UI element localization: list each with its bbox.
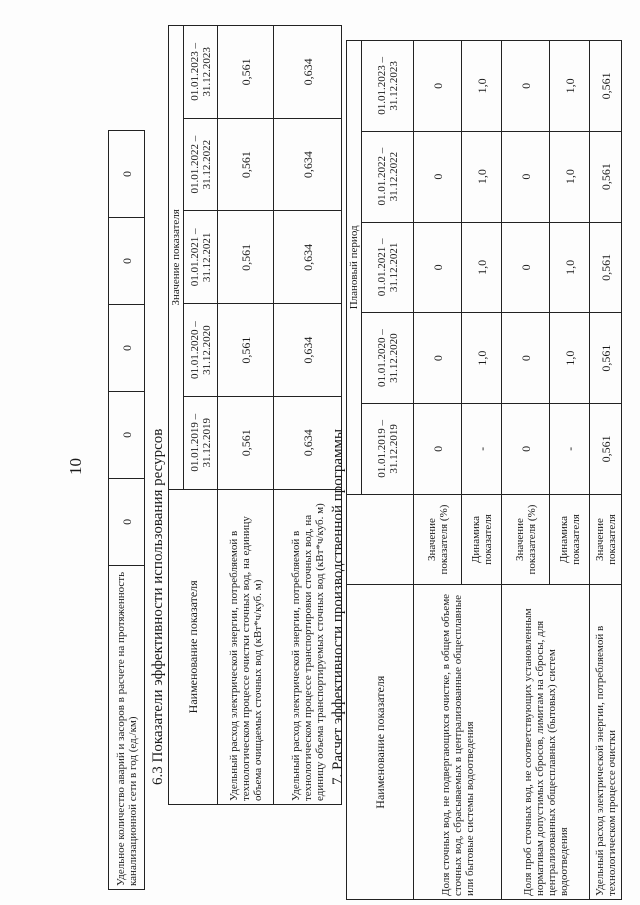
cell-value: 0,561 (590, 41, 622, 132)
row-sub-label: Значение показателя (%) (414, 494, 462, 585)
cell-value: 0,634 (274, 211, 342, 304)
row-name: Удельный расход электрической энергии, потребляемой в технологическом процессе транспортировки сточных вод, на единицу объема транспортируемых сточных вод (кВт*ч/куб. м) (274, 489, 342, 804)
cell-value: 1,0 (550, 131, 590, 222)
top-row-label: Удельное количество аварий и засоров в расчете на протяженность канализационной сети в год (ед./км) (109, 565, 145, 889)
row-sub-label: Динамика показателя (462, 494, 502, 585)
table-row (414, 41, 462, 900)
row-name: Доля проб сточных вод, не соответствующих установленным нормативам допустимых сбросов, лимитам на сбросы, для централизованных общесплавных (бытовых) систем водоотведения (502, 585, 590, 900)
cell-value: 0,561 (218, 396, 274, 489)
section-6-3-title: 6.3 Показатели эффективности использования ресурсов (150, 428, 166, 785)
table-row (218, 26, 274, 805)
period-header: 01.01.2021 – 31.12.2021 (184, 211, 218, 304)
cell-value: 0 (414, 41, 462, 132)
cell-value: 0 (414, 313, 462, 404)
col-header-name: Наименование показателя (347, 585, 414, 900)
table-row (502, 41, 550, 900)
cell-value: 0,634 (274, 118, 342, 211)
table-row (590, 41, 622, 900)
period-header: 01.01.2023 – 31.12.2023 (184, 26, 218, 119)
top-value-1: 0 (109, 478, 145, 565)
row-sub-label: Значение показателя (590, 494, 622, 585)
cell-value: 0 (502, 313, 550, 404)
cell-value: 0,561 (218, 26, 274, 119)
cell-value: - (550, 403, 590, 494)
cell-value: 0,634 (274, 26, 342, 119)
cell-value: 1,0 (462, 313, 502, 404)
col-header-group: Значение показателя (169, 26, 184, 490)
period-header: 01.01.2019 – 31.12.2019 (362, 403, 414, 494)
col-header-group: Плановый период (347, 41, 362, 495)
cell-value: 0,561 (590, 403, 622, 494)
cell-value: 0,561 (590, 222, 622, 313)
program-efficiency-table (346, 40, 622, 900)
cell-value: 0 (414, 131, 462, 222)
cell-value: 0,561 (590, 131, 622, 222)
cell-value: 1,0 (550, 222, 590, 313)
top-value-2: 0 (109, 391, 145, 478)
row-sub-label: Динамика показателя (550, 494, 590, 585)
section-7-title: 7. Расчет эффективности производственной программы (330, 428, 346, 785)
cell-value: 1,0 (462, 131, 502, 222)
cell-value: 0,561 (218, 304, 274, 397)
period-header: 01.01.2020 – 31.12.2020 (362, 313, 414, 404)
cell-value: 0,561 (590, 313, 622, 404)
table-row (169, 26, 184, 805)
row-name: Доля сточных вод, не подвергающихся очистке, в общем объеме сточных вод, сбрасываемых в централизованные общесплавные или бытовые системы водоотведения (414, 585, 502, 900)
table-row (347, 41, 362, 900)
col-header-empty (347, 494, 414, 585)
period-header: 01.01.2023 – 31.12.2023 (362, 41, 414, 132)
cell-value: 0,634 (274, 396, 342, 489)
row-sub-label: Значение показателя (%) (502, 494, 550, 585)
period-header: 01.01.2019 – 31.12.2019 (184, 396, 218, 489)
col-header-name: Наименование показателя (169, 489, 218, 804)
row-name: Удельный расход электрической энергии, потребляемой в технологическом процессе очистки (590, 585, 622, 900)
cell-value: 1,0 (550, 41, 590, 132)
cell-value: 0 (414, 222, 462, 313)
page-number: 10 (66, 458, 85, 475)
period-header: 01.01.2022 – 31.12.2022 (184, 118, 218, 211)
cell-value: 0,561 (218, 118, 274, 211)
top-value-5: 0 (109, 131, 145, 218)
top-value-4: 0 (109, 218, 145, 305)
cell-value: 0 (502, 131, 550, 222)
resource-efficiency-table (168, 25, 342, 805)
cell-value: 1,0 (550, 313, 590, 404)
cell-value: 0 (502, 41, 550, 132)
cell-value: 0 (414, 403, 462, 494)
period-header: 01.01.2020 – 31.12.2020 (184, 304, 218, 397)
cell-value: 1,0 (462, 41, 502, 132)
table-row (109, 131, 145, 890)
cell-value: 1,0 (462, 222, 502, 313)
cell-value: 0 (502, 403, 550, 494)
period-header: 01.01.2022 – 31.12.2022 (362, 131, 414, 222)
top-table (108, 130, 145, 890)
row-name: Удельный расход электрической энергии, потребляемой в технологическом процессе очистки сточных вод, на единицу объема очищаемых сточных вод (кВт*ч/куб. м) (218, 489, 274, 804)
cell-value: - (462, 403, 502, 494)
cell-value: 0,561 (218, 211, 274, 304)
cell-value: 0 (502, 222, 550, 313)
cell-value: 0,634 (274, 304, 342, 397)
top-value-3: 0 (109, 304, 145, 391)
period-header: 01.01.2021 – 31.12.2021 (362, 222, 414, 313)
